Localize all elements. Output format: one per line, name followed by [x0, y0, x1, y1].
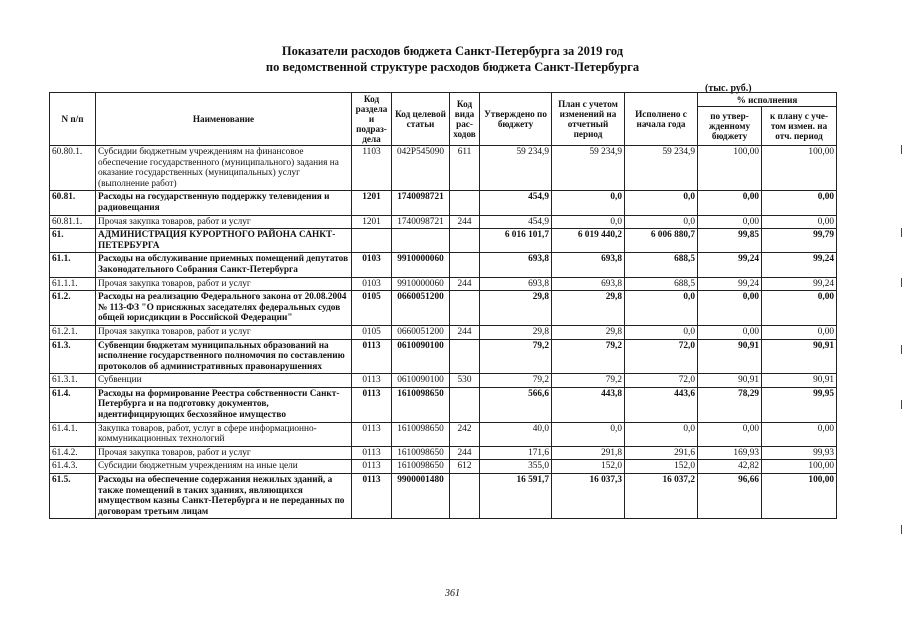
- table-row: [50, 229, 837, 253]
- cell-num: 61.3.: [50, 339, 96, 374]
- cell-num: 61.2.: [50, 291, 96, 326]
- cell-section-code: 0103: [352, 277, 392, 291]
- cell-plan: 0,0: [552, 215, 625, 229]
- cell-plan: 152,0: [552, 460, 625, 474]
- cell-plan: 0,0: [552, 191, 625, 215]
- cell-pct-budget: 0,00: [698, 422, 762, 446]
- cell-target-code: 9900001480: [392, 474, 450, 519]
- cell-section-code: 0113: [352, 339, 392, 374]
- cell-pct-plan: 90,91: [762, 374, 837, 388]
- cell-approved: 171,6: [480, 446, 552, 460]
- table-row: [50, 422, 837, 446]
- cell-plan: 29,8: [552, 325, 625, 339]
- header-section: Код раздела и подраз-дела: [352, 93, 392, 146]
- cell-num: 61.1.: [50, 253, 96, 277]
- cell-section-code: 0113: [352, 474, 392, 519]
- cell-approved: 566,6: [480, 387, 552, 422]
- cell-pct-budget: 0,00: [698, 291, 762, 326]
- cell-plan: 443,8: [552, 387, 625, 422]
- cell-num: 61.4.1.: [50, 422, 96, 446]
- cell-name: Расходы на обслуживание приемных помещений депутатов Законодательного Собрания Санкт-Петербурга: [96, 253, 352, 277]
- cell-plan: 693,8: [552, 253, 625, 277]
- unit-label: (тыс. руб.): [705, 83, 752, 94]
- cell-section-code: 1201: [352, 215, 392, 229]
- cell-approved: 16 591,7: [480, 474, 552, 519]
- cell-target-code: 1610098650: [392, 446, 450, 460]
- cell-pct-plan: 0,00: [762, 325, 837, 339]
- cell-pct-plan: 99,95: [762, 387, 837, 422]
- cell-approved: 29,8: [480, 291, 552, 326]
- cell-target-code: 0610090100: [392, 339, 450, 374]
- cell-pct-budget: 99,24: [698, 253, 762, 277]
- table-row: [50, 374, 837, 388]
- cell-pct-budget: 42,82: [698, 460, 762, 474]
- cell-name: Прочая закупка товаров, работ и услуг: [96, 446, 352, 460]
- cell-type-code: 244: [450, 446, 480, 460]
- cell-name: Расходы на государственную поддержку телевидения и радиовещания: [96, 191, 352, 215]
- cell-executed: 6 006 880,7: [625, 229, 698, 253]
- cell-pct-budget: 90,91: [698, 339, 762, 374]
- cell-section-code: 1201: [352, 191, 392, 215]
- cell-target-code: 0660051200: [392, 291, 450, 326]
- cell-plan: 59 234,9: [552, 146, 625, 191]
- cell-name: АДМИНИСТРАЦИЯ КУРОРТНОГО РАЙОНА САНКТ-ПЕТЕРБУРГА: [96, 229, 352, 253]
- cell-pct-plan: 90,91: [762, 339, 837, 374]
- cell-num: 60.80.1.: [50, 146, 96, 191]
- cell-num: 61.4.2.: [50, 446, 96, 460]
- cell-approved: 59 234,9: [480, 146, 552, 191]
- cell-name: Субвенции: [96, 374, 352, 388]
- cell-name: Прочая закупка товаров, работ и услуг: [96, 325, 352, 339]
- cell-name: Прочая закупка товаров, работ и услуг: [96, 277, 352, 291]
- cell-executed: 72,0: [625, 374, 698, 388]
- cell-plan: 6 019 440,2: [552, 229, 625, 253]
- cell-plan: 79,2: [552, 339, 625, 374]
- table-row: [50, 460, 837, 474]
- cell-pct-plan: 0,00: [762, 215, 837, 229]
- cell-pct-plan: 100,00: [762, 146, 837, 191]
- table-row: [50, 277, 837, 291]
- cell-num: 61.1.1.: [50, 277, 96, 291]
- cell-pct-budget: 90,91: [698, 374, 762, 388]
- cell-section-code: 0105: [352, 325, 392, 339]
- cell-name: Закупка товаров, работ, услуг в сфере информационно-коммуникационных технологий: [96, 422, 352, 446]
- cell-target-code: 9910000060: [392, 277, 450, 291]
- cell-approved: 454,9: [480, 191, 552, 215]
- cell-approved: 79,2: [480, 374, 552, 388]
- cell-approved: 6 016 101,7: [480, 229, 552, 253]
- cell-type-code: 244: [450, 325, 480, 339]
- edge-mark: [901, 145, 902, 154]
- cell-type-code: [450, 291, 480, 326]
- cell-executed: 0,0: [625, 215, 698, 229]
- cell-executed: 688,5: [625, 277, 698, 291]
- cell-pct-plan: 0,00: [762, 422, 837, 446]
- cell-name: Расходы на обеспечение содержания нежилых зданий, а также помещений в таких зданиях, являющихся имуществом казны Санкт-Петербурга и не переданных по договорам третьим лицам: [96, 474, 352, 519]
- header-target: Код целевой статьи: [392, 93, 450, 146]
- report-title-line-2: по ведомственной структуре расходов бюджета Санкт-Петербурга: [265, 60, 640, 74]
- cell-pct-budget: 99,85: [698, 229, 762, 253]
- table-row: [50, 215, 837, 229]
- cell-num: 61.5.: [50, 474, 96, 519]
- cell-plan: 0,0: [552, 422, 625, 446]
- table-row: [50, 446, 837, 460]
- cell-approved: 79,2: [480, 339, 552, 374]
- cell-type-code: [450, 229, 480, 253]
- edge-mark: [901, 278, 902, 287]
- header-pct-group: % исполнения: [698, 93, 837, 107]
- cell-section-code: 1103: [352, 146, 392, 191]
- cell-type-code: [450, 253, 480, 277]
- cell-type-code: [450, 474, 480, 519]
- cell-section-code: [352, 229, 392, 253]
- cell-section-code: 0103: [352, 253, 392, 277]
- cell-approved: 454,9: [480, 215, 552, 229]
- cell-type-code: [450, 339, 480, 374]
- cell-section-code: 0113: [352, 374, 392, 388]
- edge-mark: [901, 228, 902, 237]
- cell-num: 61.4.3.: [50, 460, 96, 474]
- cell-executed: 72,0: [625, 339, 698, 374]
- cell-target-code: 1740098721: [392, 191, 450, 215]
- edge-mark: [901, 345, 902, 354]
- cell-plan: 29,8: [552, 291, 625, 326]
- cell-target-code: 1610098650: [392, 387, 450, 422]
- cell-pct-budget: 0,00: [698, 215, 762, 229]
- cell-section-code: 0113: [352, 422, 392, 446]
- cell-target-code: 9910000060: [392, 253, 450, 277]
- header-plan: План с учетом изменений на отчетный период: [552, 93, 625, 146]
- cell-target-code: 1610098650: [392, 422, 450, 446]
- table-row: [50, 325, 837, 339]
- cell-section-code: 0113: [352, 446, 392, 460]
- table-row: [50, 253, 837, 277]
- cell-plan: 16 037,3: [552, 474, 625, 519]
- cell-section-code: 0105: [352, 291, 392, 326]
- cell-pct-budget: 78,29: [698, 387, 762, 422]
- cell-name: Субсидии бюджетным учреждениям на иные цели: [96, 460, 352, 474]
- expenses-table: [49, 92, 837, 519]
- cell-pct-plan: 99,93: [762, 446, 837, 460]
- cell-num: 61.3.1.: [50, 374, 96, 388]
- cell-pct-budget: 0,00: [698, 191, 762, 215]
- cell-type-code: 612: [450, 460, 480, 474]
- cell-pct-plan: 99,24: [762, 277, 837, 291]
- cell-plan: 79,2: [552, 374, 625, 388]
- cell-type-code: 242: [450, 422, 480, 446]
- cell-section-code: 0113: [352, 387, 392, 422]
- cell-target-code: [392, 229, 450, 253]
- header-approved: Утверждено по бюджету: [480, 93, 552, 146]
- cell-plan: 693,8: [552, 277, 625, 291]
- cell-target-code: 0610090100: [392, 374, 450, 388]
- cell-executed: 688,5: [625, 253, 698, 277]
- table-row: [50, 291, 837, 326]
- cell-approved: 355,0: [480, 460, 552, 474]
- cell-section-code: 0113: [352, 460, 392, 474]
- cell-pct-budget: 99,24: [698, 277, 762, 291]
- cell-pct-plan: 0,00: [762, 191, 837, 215]
- cell-pct-budget: 169,93: [698, 446, 762, 460]
- cell-plan: 291,8: [552, 446, 625, 460]
- cell-name: Расходы на формирование Реестра собственности Санкт-Петербурга и на подготовку документов, идентифицирующих бесхозяйное имущество: [96, 387, 352, 422]
- header-name: Наименование: [96, 93, 352, 146]
- cell-num: 61.2.1.: [50, 325, 96, 339]
- cell-executed: 443,6: [625, 387, 698, 422]
- cell-num: 60.81.1.: [50, 215, 96, 229]
- cell-executed: 0,0: [625, 422, 698, 446]
- cell-target-code: 1740098721: [392, 215, 450, 229]
- table-row: [50, 387, 837, 422]
- cell-name: Прочая закупка товаров, работ и услуг: [96, 215, 352, 229]
- cell-type-code: [450, 191, 480, 215]
- header-pct-plan: к плану с уче-том измен. на отч. период: [762, 107, 837, 146]
- cell-type-code: 244: [450, 215, 480, 229]
- cell-name: Субвенции бюджетам муниципальных образований на исполнение государственного полномочия по составлению протоколов об административных правонарушениях: [96, 339, 352, 374]
- edge-mark: [901, 400, 902, 409]
- report-title-line-1: Показатели расходов бюджета Санкт-Петербурга за 2019 год: [281, 44, 624, 58]
- cell-executed: 0,0: [625, 191, 698, 215]
- page-number: 361: [445, 588, 460, 599]
- cell-executed: 0,0: [625, 325, 698, 339]
- cell-executed: 16 037,2: [625, 474, 698, 519]
- header-pct-budget: по утвер-жденному бюджету: [698, 107, 762, 146]
- table-row: [50, 339, 837, 374]
- cell-executed: 291,6: [625, 446, 698, 460]
- cell-pct-plan: 100,00: [762, 474, 837, 519]
- cell-approved: 693,8: [480, 277, 552, 291]
- cell-target-code: 0660051200: [392, 325, 450, 339]
- cell-name: Субсидии бюджетным учреждениям на финансовое обеспечение государственного (муниципального) задания на оказание государственных (муниципальных) услуг (выполнение работ): [96, 146, 352, 191]
- cell-type-code: 530: [450, 374, 480, 388]
- cell-type-code: 244: [450, 277, 480, 291]
- cell-type-code: 611: [450, 146, 480, 191]
- cell-num: 61.: [50, 229, 96, 253]
- cell-approved: 40,0: [480, 422, 552, 446]
- cell-executed: 0,0: [625, 291, 698, 326]
- cell-type-code: [450, 387, 480, 422]
- header-type: Код вида рас-ходов: [450, 93, 480, 146]
- cell-approved: 29,8: [480, 325, 552, 339]
- table-row: [50, 191, 837, 215]
- cell-pct-plan: 100,00: [762, 460, 837, 474]
- cell-target-code: 1610098650: [392, 460, 450, 474]
- cell-approved: 693,8: [480, 253, 552, 277]
- cell-num: 60.81.: [50, 191, 96, 215]
- cell-executed: 152,0: [625, 460, 698, 474]
- cell-pct-budget: 96,66: [698, 474, 762, 519]
- table-row: [50, 474, 837, 519]
- cell-target-code: 042P545090: [392, 146, 450, 191]
- cell-name: Расходы на реализацию Федерального закона от 20.08.2004 № 113-ФЗ "О присяжных заседателях федеральных судов общей юрисдикции в Российской Федерации": [96, 291, 352, 326]
- header-executed: Исполнено с начала года: [625, 93, 698, 146]
- header-num: N п/п: [50, 93, 96, 146]
- cell-pct-budget: 100,00: [698, 146, 762, 191]
- table-row: [50, 146, 837, 191]
- cell-pct-budget: 0,00: [698, 325, 762, 339]
- cell-num: 61.4.: [50, 387, 96, 422]
- cell-executed: 59 234,9: [625, 146, 698, 191]
- edge-mark: [901, 525, 902, 534]
- cell-pct-plan: 99,24: [762, 253, 837, 277]
- table-body: [50, 146, 837, 519]
- cell-pct-plan: 0,00: [762, 291, 837, 326]
- cell-pct-plan: 99,79: [762, 229, 837, 253]
